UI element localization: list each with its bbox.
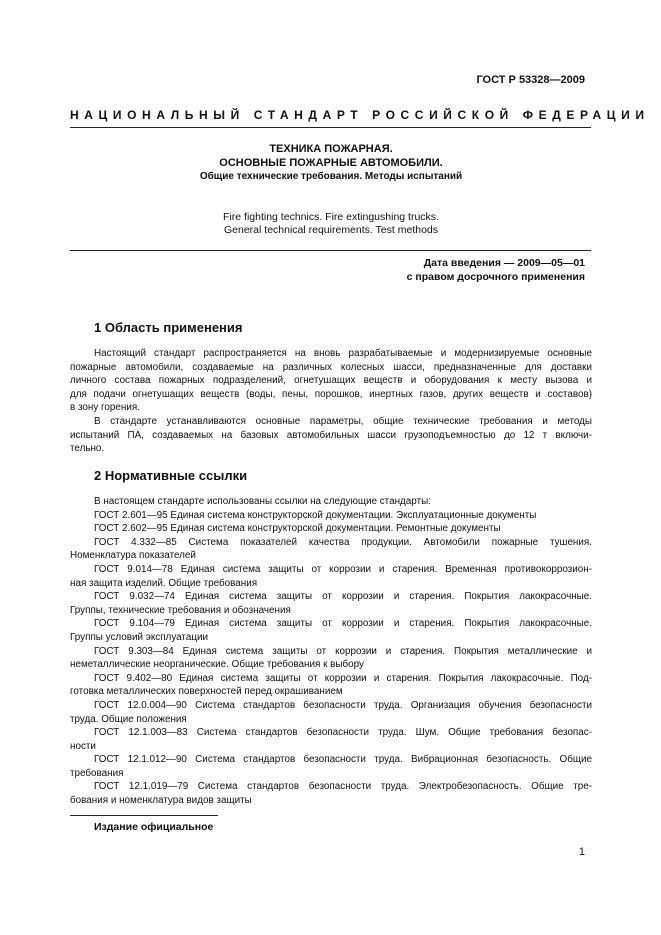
paragraph-line: испытаний ПА, создаваемых на базовых автомобильных шасси грузоподъемностью до 12 т включи- [70, 429, 592, 441]
intro-date-line-2: с правом досрочного применения [406, 270, 585, 283]
paragraph-line: личного состава пожарных подразделений, огнетушащих веществ и оборудования к месту вызова и [70, 375, 592, 387]
gost-code: ГОСТ Р 53328—2009 [476, 74, 585, 86]
paragraph-line: В стандарте устанавливаются основные параметры, общие технические требования и методы [94, 415, 592, 427]
section-1-heading: 1 Область применения [94, 320, 243, 335]
reference-line: ГОСТ 9.104—79 Единая система защиты от коррозии и старения. Покрытия лакокрасочные. [94, 618, 592, 630]
title-rule [70, 250, 591, 251]
reference-line: ГОСТ 12.1.003—83 Система стандартов безопасности труда. Шум. Общие требования безопас- [94, 727, 592, 739]
paragraph-line: тельно. [70, 443, 105, 455]
reference-line: ГОСТ 12.0.004—90 Система стандартов безопасности труда. Организация обучения безопасности [94, 699, 592, 711]
reference-line: ГОСТ 9.032—74 Единая система защиты от коррозии и старения. Покрытия лакокрасочные. [94, 591, 592, 603]
english-title-line-2: General technical requirements. Test methods [224, 224, 438, 236]
reference-line: Группы условий эксплуатации [70, 631, 209, 643]
intro-date [407, 257, 585, 284]
section-1-body [70, 347, 592, 456]
reference-line: ГОСТ 9.303—84 Единая система защиты от коррозии и старения. Покрытия металлические и [94, 645, 592, 657]
english-title-line-1: Fire fighting technics. Fire extingushing trucks. [223, 211, 439, 223]
paragraph-line: в зону горения. [70, 402, 140, 414]
reference-line: ГОСТ 4.332—85 Система показателей качества продукции. Автомобили пожарные тушения. [94, 536, 592, 548]
header-rule [70, 127, 591, 128]
reference-line: ГОСТ 12.1.012—90 Система стандартов безопасности труда. Вибрационная безопасность. Общие [94, 754, 592, 766]
reference-line: готовка металлических поверхностей перед окрашиванием [70, 686, 343, 698]
page-number: 1 [578, 846, 585, 858]
paragraph-line: для подачи огнетушащих веществ (воды, пены, порошков, инертных газов, других веществ и составов) [70, 388, 592, 400]
intro-date-line-1: Дата введения — 2009—05—01 [423, 257, 585, 269]
english-title [70, 211, 592, 237]
section-2-heading: 2 Нормативные ссылки [94, 468, 248, 483]
reference-line: ГОСТ 2.602—95 Единая система конструкторской документации. Ремонтные документы [94, 523, 501, 535]
reference-line: ГОСТ 12.1.019—79 Система стандартов безопасности труда. Электробезопасность. Общие тре- [94, 781, 592, 793]
title-line-3: Общие технические требования. Методы испытаний [199, 171, 463, 182]
reference-line: Номенклатура показателей [70, 550, 196, 562]
reference-line: ГОСТ 2.601—95 Единая система конструкторской документации. Эксплуатационные документы [94, 509, 537, 521]
national-standard-banner: НАЦИОНАЛЬНЫЙ СТАНДАРТ РОССИЙСКОЙ ФЕДЕРАЦИИ [70, 108, 650, 122]
reference-line: Группы, технические требования и обозначения [70, 604, 291, 616]
document-title [70, 143, 592, 184]
official-edition-label: Издание официальное [94, 821, 214, 833]
reference-line: бования и номенклатура видов защиты [70, 795, 252, 807]
reference-line: В настоящем стандарте использованы ссылки на следующие стандарты: [94, 496, 431, 507]
paragraph-line: пожарные автомобили, создаваемые на различных колесных шасси, предназначенные для доставки [70, 361, 592, 373]
reference-line: неметаллические неорганические. Общие требования к выбору [70, 659, 364, 671]
reference-line: ная защита изделий. Общие требования [70, 577, 258, 589]
section-2-body [70, 495, 592, 808]
title-line-1: ТЕХНИКА ПОЖАРНАЯ. [269, 143, 393, 155]
reference-line: труда. Общие положения [70, 713, 187, 725]
reference-line: ности [70, 740, 96, 752]
footnote-rule [70, 815, 218, 816]
title-line-2: ОСНОВНЫЕ ПОЖАРНЫЕ АВТОМОБИЛИ. [219, 156, 443, 169]
paragraph-line: Настоящий стандарт распространяется на вновь разрабатываемые и модернизируемые основные [94, 348, 592, 359]
reference-line: ГОСТ 9.402—80 Единая система защиты от коррозии и старения. Покрытия лакокрасочные. Под- [94, 672, 592, 684]
reference-line: требования [70, 767, 124, 779]
reference-line: ГОСТ 9.014—78 Единая система защиты от коррозии и старения. Временная противокоррозион- [94, 563, 592, 575]
